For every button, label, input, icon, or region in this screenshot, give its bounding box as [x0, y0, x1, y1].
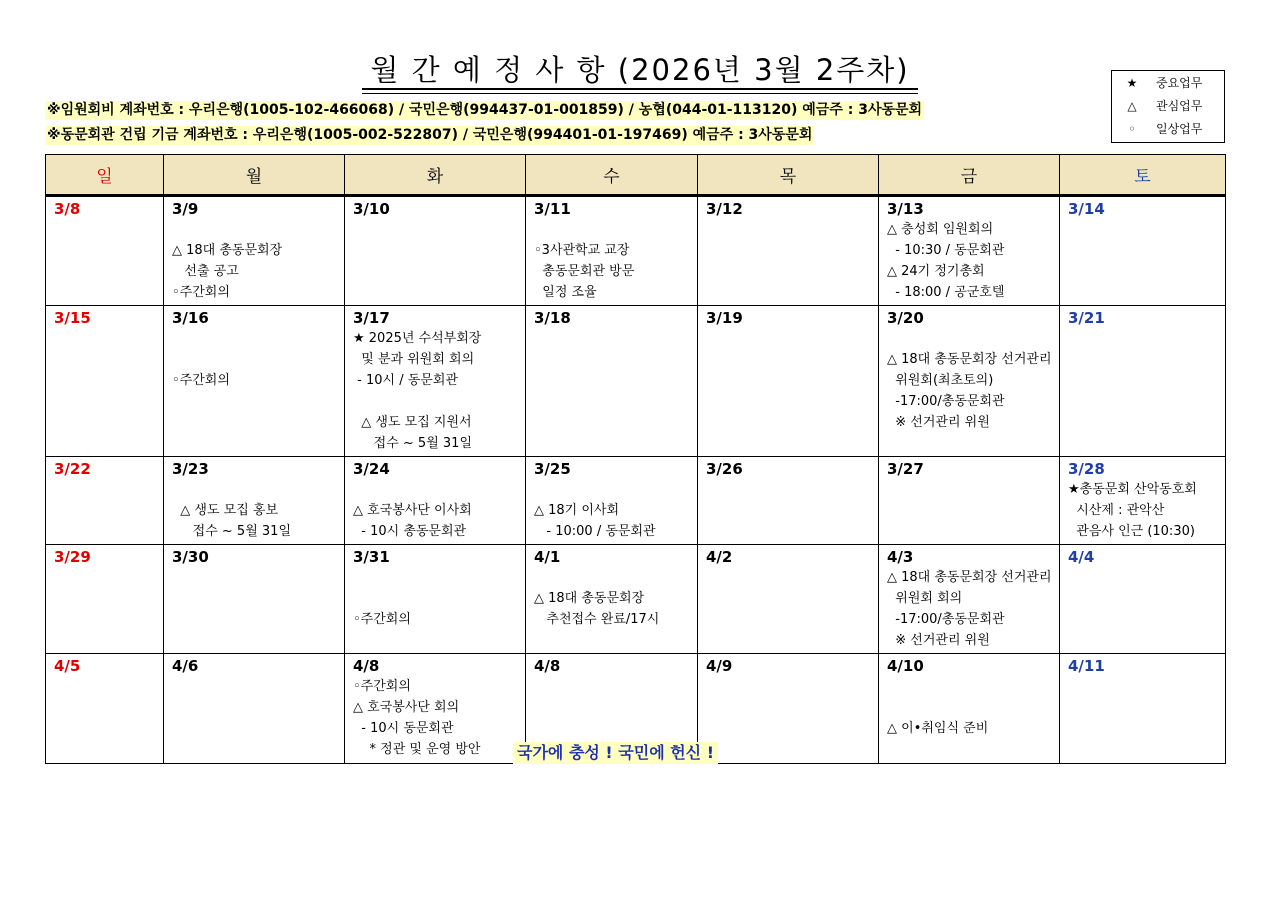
- account-info-officer-fees: ※임원회비 계좌번호 : 우리은행(1005-102-466068) / 국민은행(994437-01-001859) / 농협(044-01-113120) 예금주 : 3사동문회: [47, 102, 923, 118]
- weekday-header-thu: 목: [698, 155, 879, 196]
- day-date: 4/2: [706, 548, 733, 566]
- day-cell: [345, 545, 526, 654]
- legend-label: 관심업무: [1156, 99, 1203, 113]
- day-date: 3/15: [54, 309, 91, 327]
- day-date: 3/17: [353, 309, 390, 327]
- star-icon: ★: [1126, 75, 1138, 90]
- legend-row-important: [1112, 71, 1224, 94]
- day-cell: [164, 545, 345, 654]
- day-cell: [879, 545, 1060, 654]
- day-cell: [46, 654, 164, 764]
- event-line: 위원회 회의: [887, 591, 963, 606]
- day-date: 3/27: [887, 460, 924, 478]
- event-line: △ 생도 모집 홍보: [172, 503, 279, 518]
- motto: 국가에 충성 ! 국민에 헌신 !: [513, 742, 718, 764]
- event-line: △ 18대 총동문회장 선거관리: [887, 570, 1052, 585]
- day-date: 3/9: [172, 200, 199, 218]
- event-line: [534, 567, 689, 588]
- day-date: 3/28: [1068, 460, 1105, 478]
- day-cell: [345, 654, 526, 764]
- event-line: [353, 567, 517, 588]
- day-date: 4/8: [353, 657, 380, 675]
- day-date: 3/11: [534, 200, 571, 218]
- event-line: △ 호국봉사단 이사회: [353, 503, 472, 518]
- event-line: △ 호국봉사단 회의: [353, 700, 460, 715]
- event-line: 시산제 : 관악산: [1068, 503, 1165, 518]
- day-cell: [46, 457, 164, 545]
- event-line: ★ 2025년 수석부회장: [353, 331, 482, 346]
- day-cell: [164, 654, 345, 764]
- day-cell: [698, 654, 879, 764]
- event-line: ◦주간회의: [172, 373, 230, 388]
- day-date: 3/16: [172, 309, 209, 327]
- day-cell: [879, 196, 1060, 306]
- legend-row-interest: [1112, 94, 1224, 117]
- day-cell: [526, 545, 698, 654]
- day-date: 4/11: [1068, 657, 1105, 675]
- event-line: △ 충성회 임원회의: [887, 222, 994, 237]
- event-line: [887, 676, 1051, 697]
- day-date: 4/8: [534, 657, 561, 675]
- day-cell: [1060, 196, 1226, 306]
- event-line: [534, 219, 689, 240]
- event-line: △ 18기 이사회: [534, 503, 620, 518]
- day-date: 3/12: [706, 200, 743, 218]
- day-date: 4/9: [706, 657, 733, 675]
- event-line: 접수 ~ 5월 31일: [172, 524, 291, 539]
- day-date: 3/25: [534, 460, 571, 478]
- event-line: [534, 479, 689, 500]
- weekday-header-tue: 화: [345, 155, 526, 196]
- day-cell: [526, 457, 698, 545]
- weekday-header-sun: 일: [46, 155, 164, 196]
- week-row: [46, 306, 1226, 457]
- legend-row-routine: [1112, 117, 1224, 140]
- day-date: 4/4: [1068, 548, 1095, 566]
- weekday-header-sat: 토: [1060, 155, 1226, 196]
- weekday-header-wed: 수: [526, 155, 698, 196]
- day-date: 4/5: [54, 657, 81, 675]
- event-line: [887, 697, 1051, 718]
- week-row: [46, 457, 1226, 545]
- event-line: [353, 391, 517, 412]
- day-date: 3/22: [54, 460, 91, 478]
- day-cell: [46, 306, 164, 457]
- event-line: - 10:30 / 동문회관: [887, 243, 1005, 258]
- day-date: 4/1: [534, 548, 561, 566]
- day-date: 3/8: [54, 200, 81, 218]
- day-date: 3/29: [54, 548, 91, 566]
- legend-box: [1111, 70, 1225, 143]
- day-cell: [526, 306, 698, 457]
- event-line: [172, 349, 336, 370]
- event-line: ※ 선거관리 위원: [887, 633, 990, 648]
- day-cell: [879, 306, 1060, 457]
- day-cell: [879, 457, 1060, 545]
- day-date: 3/14: [1068, 200, 1105, 218]
- day-date: 3/24: [353, 460, 390, 478]
- event-line: -17:00/총동문회관: [887, 612, 1005, 627]
- day-cell: [1060, 654, 1226, 764]
- event-line: △ 24기 정기총회: [887, 264, 985, 279]
- day-cell: [698, 306, 879, 457]
- day-date: 3/26: [706, 460, 743, 478]
- event-line: [887, 328, 1051, 349]
- event-line: [172, 219, 336, 240]
- page-title: [362, 52, 918, 90]
- event-line: 일정 조율: [534, 285, 597, 300]
- event-line: ◦주간회의: [172, 285, 230, 300]
- day-date: 3/13: [887, 200, 924, 218]
- day-cell: [1060, 457, 1226, 545]
- event-line: 선출 공고: [172, 264, 239, 279]
- day-cell: [698, 545, 879, 654]
- day-cell: [698, 457, 879, 545]
- event-line: - 10시 동문회관: [353, 721, 454, 736]
- day-cell: [46, 196, 164, 306]
- legend-label: 일상업무: [1156, 122, 1203, 136]
- event-line: ◦주간회의: [353, 612, 411, 627]
- calendar-body: [46, 196, 1226, 764]
- event-line: [172, 479, 336, 500]
- day-cell: [879, 654, 1060, 764]
- day-date: 3/31: [353, 548, 390, 566]
- day-cell: [698, 196, 879, 306]
- day-date: 4/10: [887, 657, 924, 675]
- day-date: 3/10: [353, 200, 390, 218]
- weekday-header-mon: 월: [164, 155, 345, 196]
- account-info-building-fund: ※동문회관 건립 기금 계좌번호 : 우리은행(1005-002-522807) / 국민은행(994401-01-197469) 예금주 : 3사동문회: [47, 127, 813, 143]
- calendar-table: [45, 154, 1226, 764]
- title-underline: [362, 93, 918, 94]
- triangle-icon: △: [1127, 98, 1137, 113]
- event-line: 및 분과 위원회 회의: [353, 352, 475, 367]
- day-cell: [1060, 545, 1226, 654]
- day-date: 3/21: [1068, 309, 1105, 327]
- weekday-header-row: [46, 155, 1226, 196]
- event-line: - 10시 총동문회관: [353, 524, 467, 539]
- legend-label: 중요업무: [1156, 76, 1203, 90]
- day-date: 3/20: [887, 309, 924, 327]
- event-line: 추천접수 완료/17시: [534, 612, 660, 627]
- day-cell: [345, 457, 526, 545]
- event-line: ◦3사관학교 교장: [534, 243, 630, 258]
- event-line: [353, 588, 517, 609]
- day-cell: [164, 457, 345, 545]
- event-line: 위원회(최초토의): [887, 373, 994, 388]
- event-line: △ 이•취임식 준비: [887, 721, 989, 736]
- week-row: [46, 196, 1226, 306]
- event-line: 총동문회관 방문: [534, 264, 635, 279]
- weekday-header-fri: 금: [879, 155, 1060, 196]
- event-line: △ 18대 총동문회장: [172, 243, 283, 258]
- day-date: 3/30: [172, 548, 209, 566]
- event-line: [172, 328, 336, 349]
- event-line: - 18:00 / 공군호텔: [887, 285, 1005, 300]
- day-date: 3/23: [172, 460, 209, 478]
- day-cell: [526, 196, 698, 306]
- day-date: 4/3: [887, 548, 914, 566]
- dot-icon: ◦: [1128, 121, 1136, 136]
- day-cell: [1060, 306, 1226, 457]
- event-line: 접수 ~ 5월 31일: [353, 436, 472, 451]
- day-date: 3/19: [706, 309, 743, 327]
- day-cell: [164, 306, 345, 457]
- event-line: * 정관 및 운영 방안: [353, 742, 481, 757]
- event-line: [353, 479, 517, 500]
- week-row: [46, 545, 1226, 654]
- day-date: 4/6: [172, 657, 199, 675]
- day-cell: [345, 306, 526, 457]
- event-line: △ 18대 총동문회장: [534, 591, 645, 606]
- day-cell: [164, 196, 345, 306]
- page-title-text: 월 간 예 정 사 항 (2026년 3월 2주차): [370, 53, 910, 87]
- event-line: △ 생도 모집 지원서: [353, 415, 472, 430]
- event-line: ◦주간회의: [353, 679, 411, 694]
- event-line: ★총동문회 산악동호회: [1068, 482, 1197, 497]
- event-line: ※ 선거관리 위원: [887, 415, 990, 430]
- day-cell: [46, 545, 164, 654]
- day-date: 3/18: [534, 309, 571, 327]
- event-line: - 10시 / 동문회관: [353, 373, 458, 388]
- event-line: -17:00/총동문회관: [887, 394, 1005, 409]
- event-line: 관음사 인근 (10:30): [1068, 524, 1195, 539]
- event-line: - 10:00 / 동문회관: [534, 524, 656, 539]
- event-line: △ 18대 총동문회장 선거관리: [887, 352, 1052, 367]
- day-cell: [345, 196, 526, 306]
